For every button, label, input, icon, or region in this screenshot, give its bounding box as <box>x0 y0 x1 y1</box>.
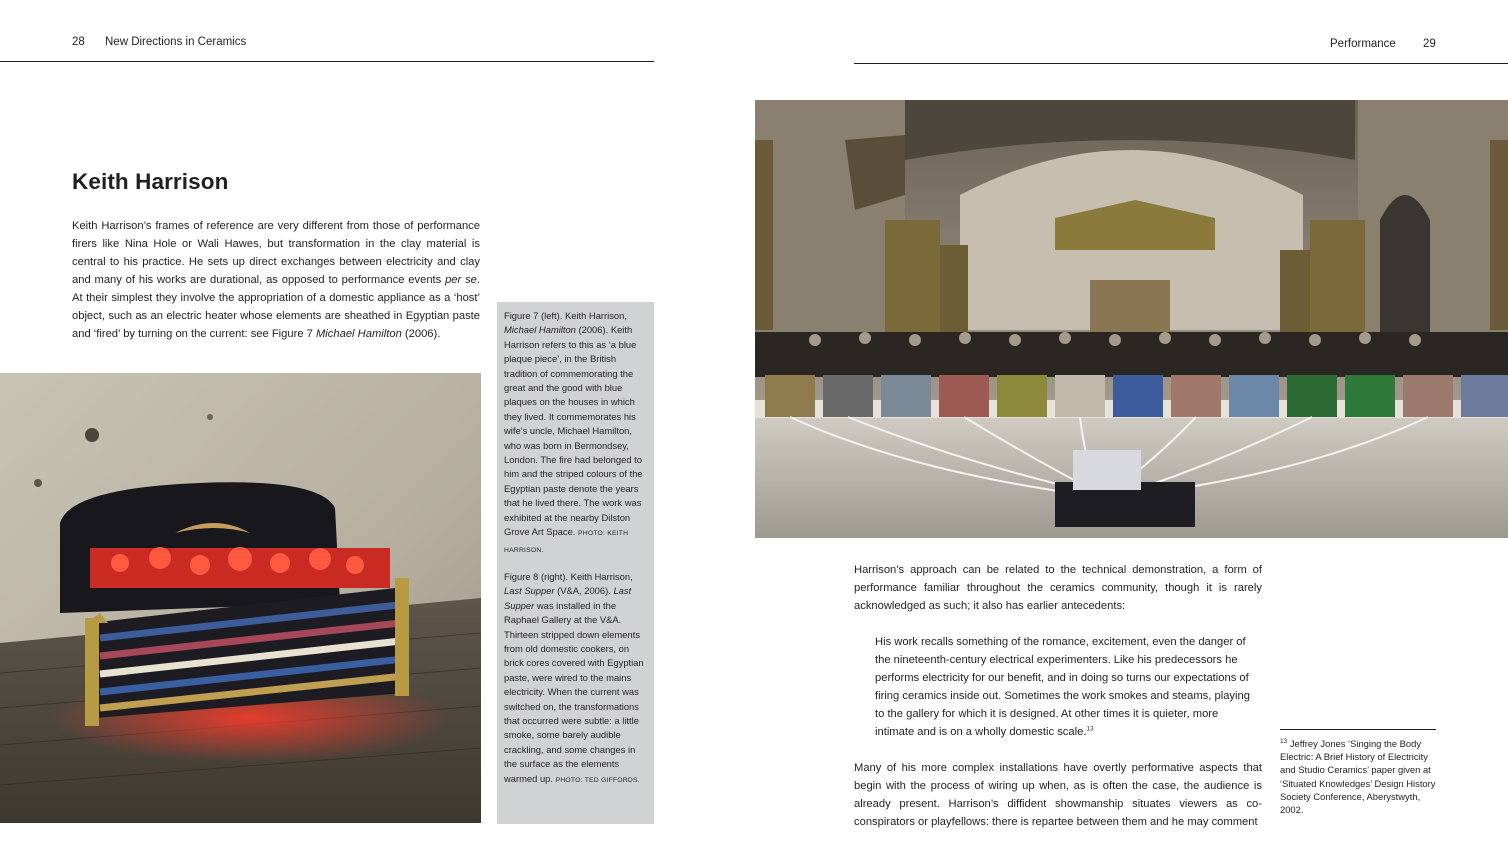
figure-captions <box>504 309 646 800</box>
footnote-ref-13: 13 <box>1086 725 1094 733</box>
footnote-rule <box>1280 729 1436 730</box>
figure-7-photo <box>0 373 481 823</box>
header-rule-right <box>854 63 1508 64</box>
page-number-right: 29 <box>1423 38 1436 50</box>
figure-8-photo <box>755 100 1508 538</box>
footnote-13: $^{13}$ Jeffrey Jones ‘Singing the Body Electric: A Brief History of Electricity and Studio Ceramics’ paper given at ‘Situated Knowledges’ Design History Society Conference, Aberystwyth, 2002. <box>1280 737 1436 816</box>
page-number-left: 28 <box>72 36 85 48</box>
caption-figure-8: Figure 8 (right). Keith Harrison, Last Supper (V&A, 2006). Last Supper was installed in the Raphael Gallery at the V&A. Thirteen stripped down elements from old domestic cookers, on brick cores covered with Egyptian paste, were wired to the mains electricity. When the current was switched on, the transformations that occurred were subtle: a little smoke, some barely audible crackling, and some changes in the surface as the elements warmed up. PHOTO: TED GIFFORDS. <box>504 570 644 784</box>
header-rule-left <box>0 61 654 62</box>
running-head-right: Performance <box>1330 38 1396 50</box>
right-body-para-2: Many of his more complex installations have overtly performative aspects that begin with the process of wiring up when, as is often the case, the audience is already present. Harrison’s diffident showmanship situates viewers as co-conspirators or playfellows: there is repartee between them and he may comment <box>854 762 1262 828</box>
left-body-text: Keith Harrison’s frames of reference are very different from those of performance firers like Nina Hole or Wali Hawes, but transformation in the clay material is central to his practice. He sets up direct exchanges between electricity and clay and many of his works are durational, as opposed to performance events per se. At their simplest they involve the appropriation of a domestic appliance as a ‘host’ object, such as an electric heater whose elements are sheathed in Egyptian paste and ‘fired’ by turning on the current: see Figure 7 Michael Hamilton (2006). <box>72 220 481 340</box>
block-quote: His work recalls something of the romance, excitement, even the danger of the nineteenth-century electrical experimenters. Like his predecessors he performs electricity for our benefit, and in doing so turns our expectations of firing ceramics inside out. Sometimes the work smokes and steams, playing to the gallery for which it is designed. At other times it is quieter, more intimate and is on a wholly domestic scale.$^{13}$ <box>875 636 1250 738</box>
running-head-left: New Directions in Ceramics <box>105 36 247 48</box>
right-body-para-1: Harrison’s approach can be related to the technical demonstration, a form of performance familiar throughout the ceramics community, though it is rarely acknowledged as such; it also has earlier antecedents: <box>854 564 1262 612</box>
caption-figure-7: Figure 7 (left). Keith Harrison, Michael Hamilton (2006). Keith Harrison refers to this as ‘a blue plaque piece’, in the British tradition of commemorating the great and the good with blue plaques on the houses in which they lived. It commemorates his wife’s uncle, Michael Hamilton, who was born in Bermondsey, London. The fire had belonged to him and the striped colours of the Egyptian paste denote the years that he lived there. The work was exhibited at the nearby Dilston Grove Art Space. PHOTO: KEITH HARRISON. <box>504 310 643 554</box>
article-title: Keith Harrison <box>72 169 229 194</box>
